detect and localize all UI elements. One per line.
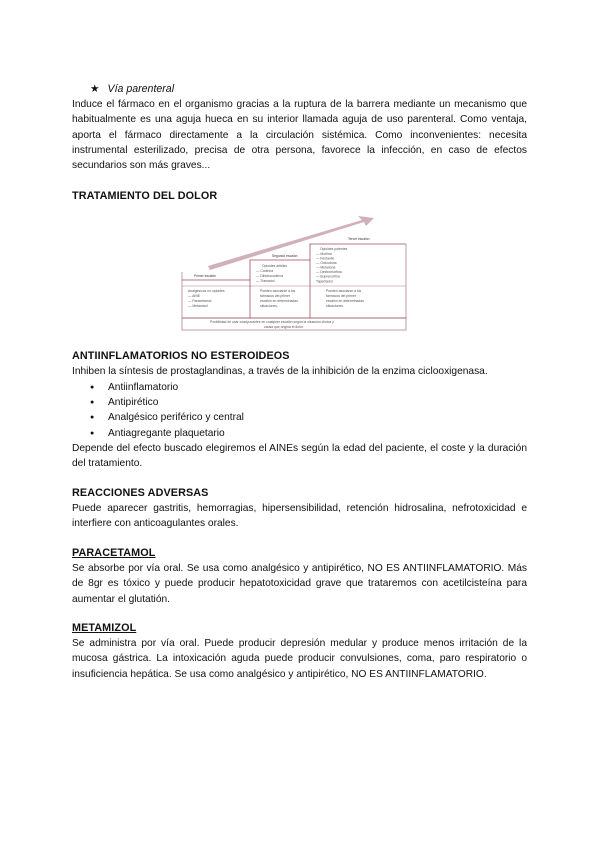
step3-item: Tapentadol (316, 279, 333, 284)
step3-item: — Fentanilo (316, 256, 335, 261)
document-page (72, 82, 527, 682)
step3-header: Opioides potentes (320, 247, 348, 252)
via-parenteral-title (90, 82, 527, 97)
list-item: ● Antiagregante plaquetario (72, 426, 527, 441)
step1-line: Analgésicos no opioides (188, 289, 225, 294)
list-item: ● Analgésico periférico y central (72, 410, 527, 425)
step3-item: — Buprenorfina (316, 274, 340, 279)
ladder-arrow (208, 216, 374, 270)
step3-title: Tercer escalón (348, 237, 370, 242)
step3-note: situaciones. (326, 304, 344, 309)
step2-item: — Dihidrocodeína (256, 274, 284, 279)
step2-note: situaciones. (260, 304, 278, 309)
list-item: ● Antiinflamatorio (72, 380, 527, 395)
step2-item: — Codeína (256, 269, 274, 274)
step2-header: Opioides débiles (262, 264, 288, 269)
aines-intro: Inhiben la síntesis de prostaglandinas, a través de la inhibición de la enzima ciclooxigenasa. (72, 366, 488, 378)
list-item: ● Antipirético (72, 395, 527, 410)
pain-ladder-diagram (180, 214, 412, 332)
step3-note: escalón en determinadas (326, 299, 364, 304)
step2-item: — Tramadol (256, 279, 275, 284)
metamizol-text: Se administra por vía oral. Puede producir depresión medular y produce menos irritación de la mucosa gástrica. La intoxicación aguda puede producir convulsiones, coma, paro respiratorio o insuficiencia hepática. Se usa como analgésico y antipirético, NO ES ANTIINFLAMATORIO. (72, 638, 527, 680)
step3-item: — Dextromorfina (316, 270, 342, 275)
step2-title: Segundo escalón (272, 254, 298, 259)
step3-note: Pueden asociarse a los (326, 289, 362, 294)
step3-item: — Oxicodona (316, 261, 337, 266)
step1-title: Primer escalón (194, 274, 216, 279)
step1-line: — Metamizol (188, 304, 208, 309)
reacciones-text: Puede aparecer gastritis, hemorragias, hipersensibilidad, retención hidrosalina, nefrotoxicidad e interfiere con anticoagulantes orales. (72, 502, 527, 529)
paracetamol-heading: PARACETAMOL (72, 547, 156, 560)
step2-note: escalón en determinadas (260, 299, 298, 304)
step2-note: fármacos del primer (260, 294, 290, 299)
aines-heading: ANTIINFLAMATORIOS NO ESTEROIDEOS (72, 350, 290, 363)
step1-line: — AINE (188, 294, 201, 299)
star-icon: ★ (90, 83, 100, 95)
paracetamol-text: Se absorbe por vía oral. Se usa como analgésico y antipirético, NO ES ANTIINFLAMATORIO. Más de 8gr es tóxico y puede producir hepatotoxicidad grave que trataremos con acetilcisteína para aumentar el glutatión. (72, 563, 527, 605)
via-parenteral-title-text: Vía parenteral (107, 83, 175, 95)
metamizol-heading: METAMIZOL (72, 622, 137, 635)
step3-item: — Morfina (316, 252, 332, 257)
reacciones-heading: REACCIONES ADVERSAS (72, 486, 209, 499)
tratamiento-heading: TRATAMIENTO DEL DOLOR (72, 190, 218, 203)
diagram-footer: Posibilidad de usar coadyuvantes en cualquier escalón según la situación clínica y (210, 320, 334, 325)
via-parenteral-text: Induce el fármaco en el organismo gracias a la ruptura de la barrera mediante un mecanismo que habitualmente es una aguja hueca en su interior llamada aguja de uso parenteral. Como ventaja, aporta el fármaco directamente a la circulación sistémica. Como inconvenientes: necesita instrumental esterilizado, precisa de otra persona, favorece la infección, en caso de efectos secundarios son más graves... (72, 99, 527, 172)
step3-item: — Metadona (316, 265, 336, 270)
aines-effects-list (72, 380, 527, 441)
step1-line: — Paracetamol (188, 299, 212, 304)
step2-note: Pueden asociarse a los (260, 289, 296, 294)
aines-outro: Depende del efecto buscado elegiremos el AINEs según la edad del paciente, el coste y la duración del tratamiento. (72, 442, 527, 470)
step3-note: fármacos del primer (326, 294, 356, 299)
diagram-footer: causa que origina el dolor. (264, 325, 304, 330)
pain-ladder-svg (180, 214, 412, 332)
